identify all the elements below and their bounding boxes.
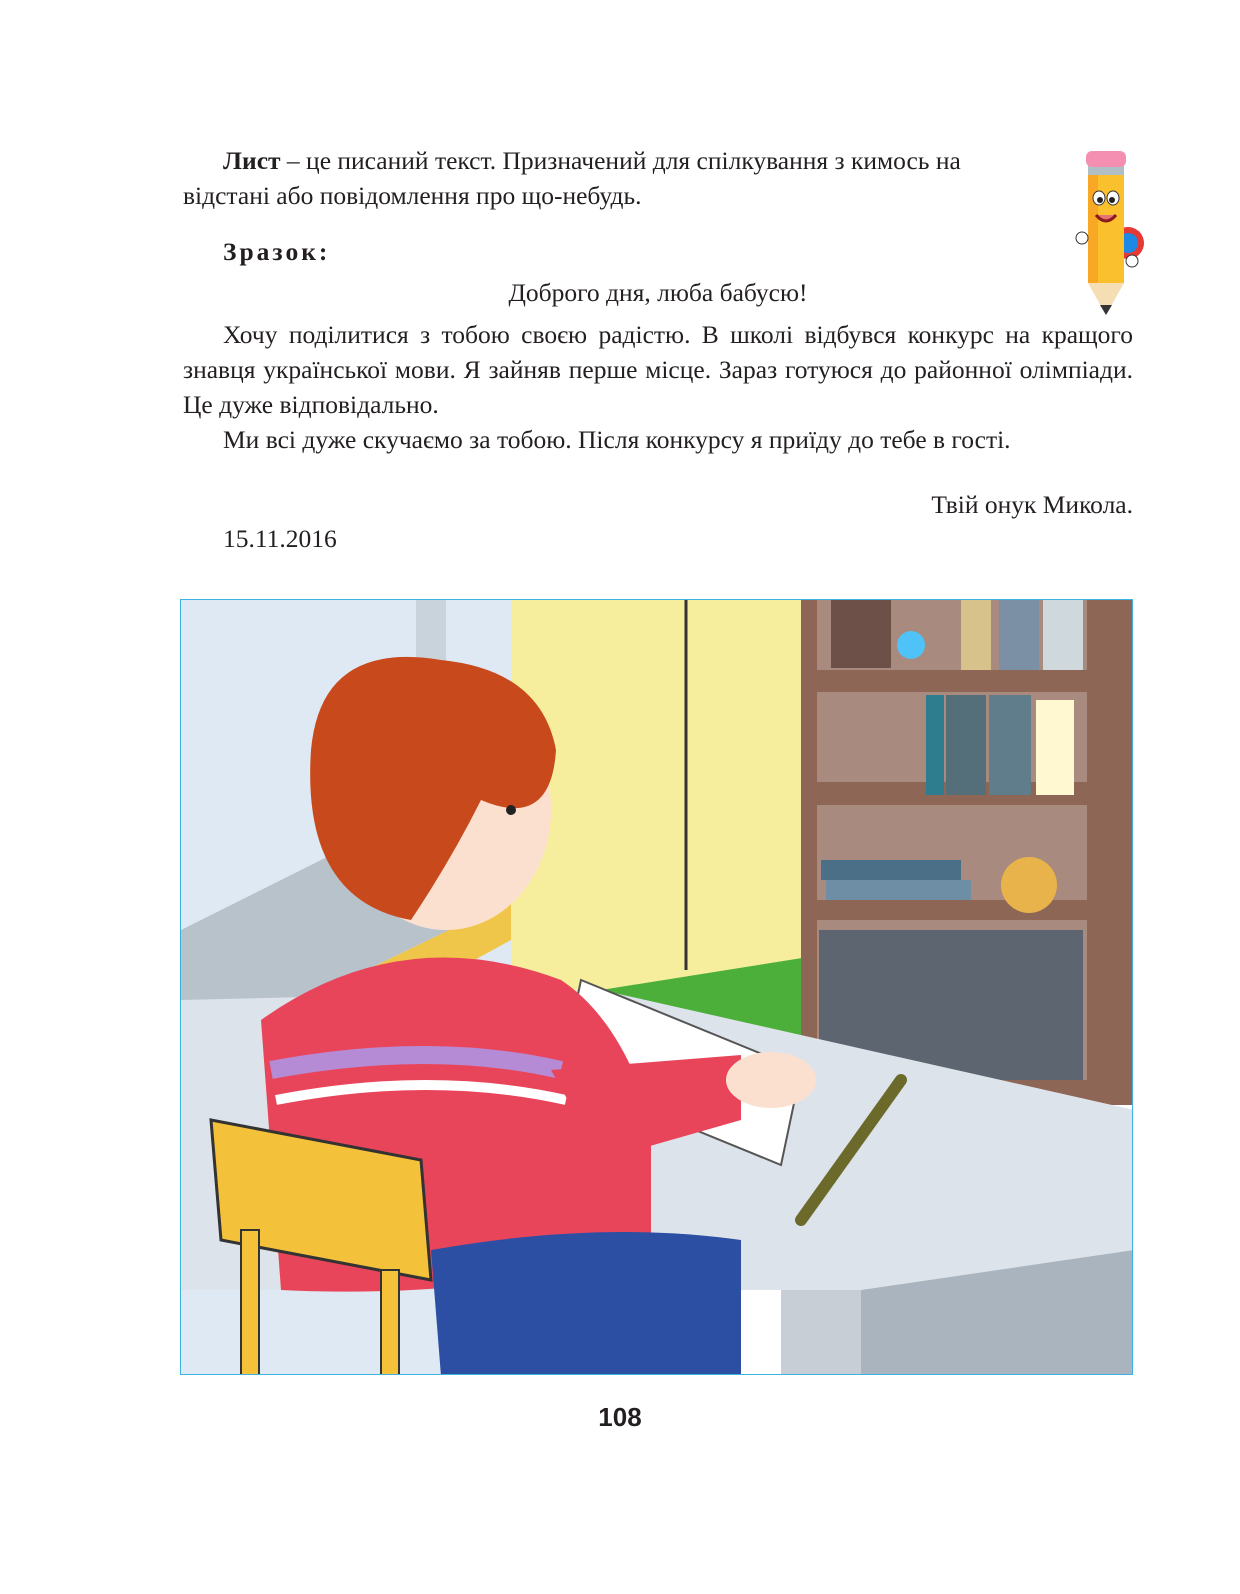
- sample-label: Зразок:: [223, 237, 331, 266]
- definition-paragraph: [183, 143, 1043, 213]
- term-lyst: Лист: [223, 146, 281, 175]
- illustration-svg: [181, 600, 1133, 1375]
- letter-paragraph: Хочу поділитися з тобою своєю радістю. В школі відбувся конкурс на кращого знавця української мови. Я зайняв перше місце. Зараз готуюся до районної олімпіади. Це дуже відповідально.: [183, 320, 1133, 419]
- letter-signature: Твій онук Микола.: [931, 490, 1133, 519]
- letter-date: 15.11.2016: [223, 524, 337, 553]
- definition-text: – це писаний текст. Призначений для спілкування з кимось на відстані або повідомлення про що-небудь.: [183, 146, 961, 210]
- boy-writing-letter-illustration: [180, 599, 1133, 1375]
- letter-greeting: Доброго дня, люба бабусю!: [508, 278, 808, 307]
- letter-paragraph: Ми всі дуже скучаємо за тобою. Після конкурсу я приїду до тебе в гості.: [223, 425, 1011, 454]
- page-number: 108: [598, 1402, 642, 1432]
- letter-body: [183, 317, 1133, 457]
